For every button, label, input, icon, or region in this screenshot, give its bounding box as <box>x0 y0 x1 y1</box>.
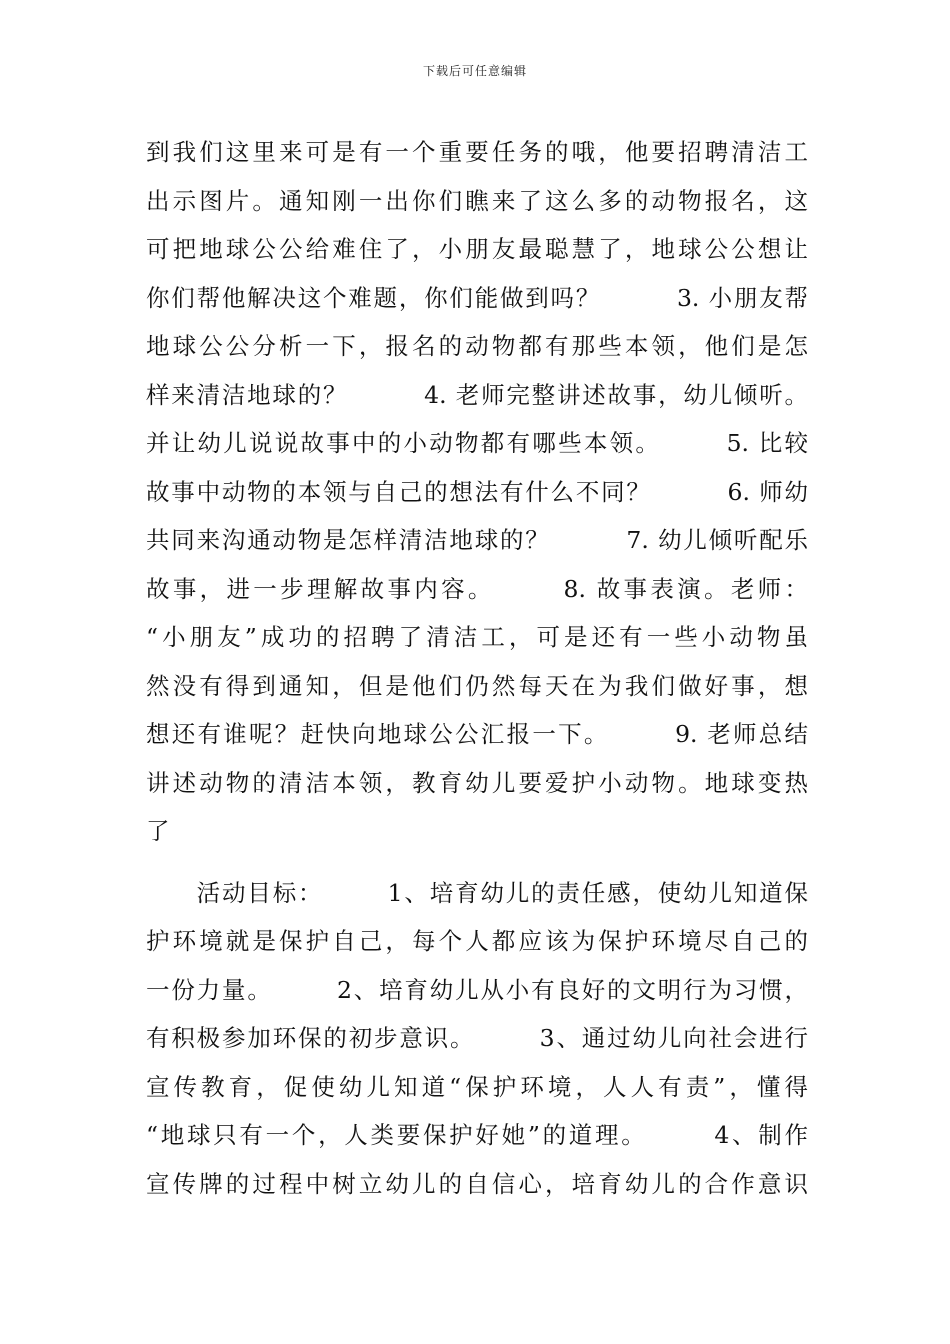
text-line: 可把地球公公给难住了，小朋友最聪慧了，地球公公想让 <box>146 235 808 263</box>
text-line: 样来清洁地球的？ 4. 老师完整讲述故事，幼儿倾听。 <box>146 380 808 409</box>
text-line: 地球公公分析一下，报名的动物都有那些本领，他们是怎 <box>146 332 808 360</box>
text-line: 一份力量。 2、培育幼儿从小有良好的文明行为习惯， <box>146 975 808 1004</box>
page-header: 下载后可任意编辑 <box>422 64 527 78</box>
text-line: 并让幼儿说说故事中的小动物都有哪些本领。 5. 比较 <box>146 429 808 457</box>
paragraph-story-steps <box>146 128 808 856</box>
text-line: “小朋友”成功的招聘了清洁工，可是还有一些小动物虽 <box>146 623 808 651</box>
text-line: 故事，进一步理解故事内容。 8. 故事表演。老师： <box>146 574 808 603</box>
text-line: 到我们这里来可是有一个重要任务的哦，他要招聘清洁工 <box>146 138 808 166</box>
text-line: 出示图片。通知刚一出你们瞧来了这么多的动物报名，这 <box>146 186 808 215</box>
text-line: 想还有谁呢？赶快向地球公公汇报一下。 9. 老师总结 <box>146 720 808 748</box>
text-line: 活动目标： 1、培育幼儿的责任感，使幼儿知道保 <box>146 878 808 907</box>
text-line: 了 <box>146 817 170 845</box>
text-line: 讲述动物的清洁本领，教育幼儿要爱护小动物。地球变热 <box>146 768 808 797</box>
text-line: 护环境就是保护自己，每个人都应该为保护环境尽自己的 <box>146 927 808 955</box>
text-line: 故事中动物的本领与自己的想法有什么不同？ 6. 师幼 <box>146 477 808 506</box>
paragraph-spacer <box>146 856 808 869</box>
text-line: 宣传牌的过程中树立幼儿的自信心，培育幼儿的合作意识 <box>146 1169 808 1198</box>
text-line: 然没有得到通知，但是他们仍然每天在为我们做好事，想 <box>146 671 808 700</box>
paragraph-activity-goals <box>146 869 808 1209</box>
document-body <box>146 128 808 1208</box>
text-line: 有积极参加环保的初步意识。 3、通过幼儿向社会进行 <box>146 1024 808 1052</box>
text-line: 宣传教育，促使幼儿知道“保护环境，人人有责”，懂得 <box>146 1072 808 1101</box>
text-line: “地球只有一个，人类要保护好她”的道理。 4、制作 <box>146 1121 808 1149</box>
text-line: 你们帮他解决这个难题，你们能做到吗？ 3. 小朋友帮 <box>146 283 808 312</box>
text-line: 共同来沟通动物是怎样清洁地球的？ 7. 幼儿倾听配乐 <box>146 526 808 554</box>
